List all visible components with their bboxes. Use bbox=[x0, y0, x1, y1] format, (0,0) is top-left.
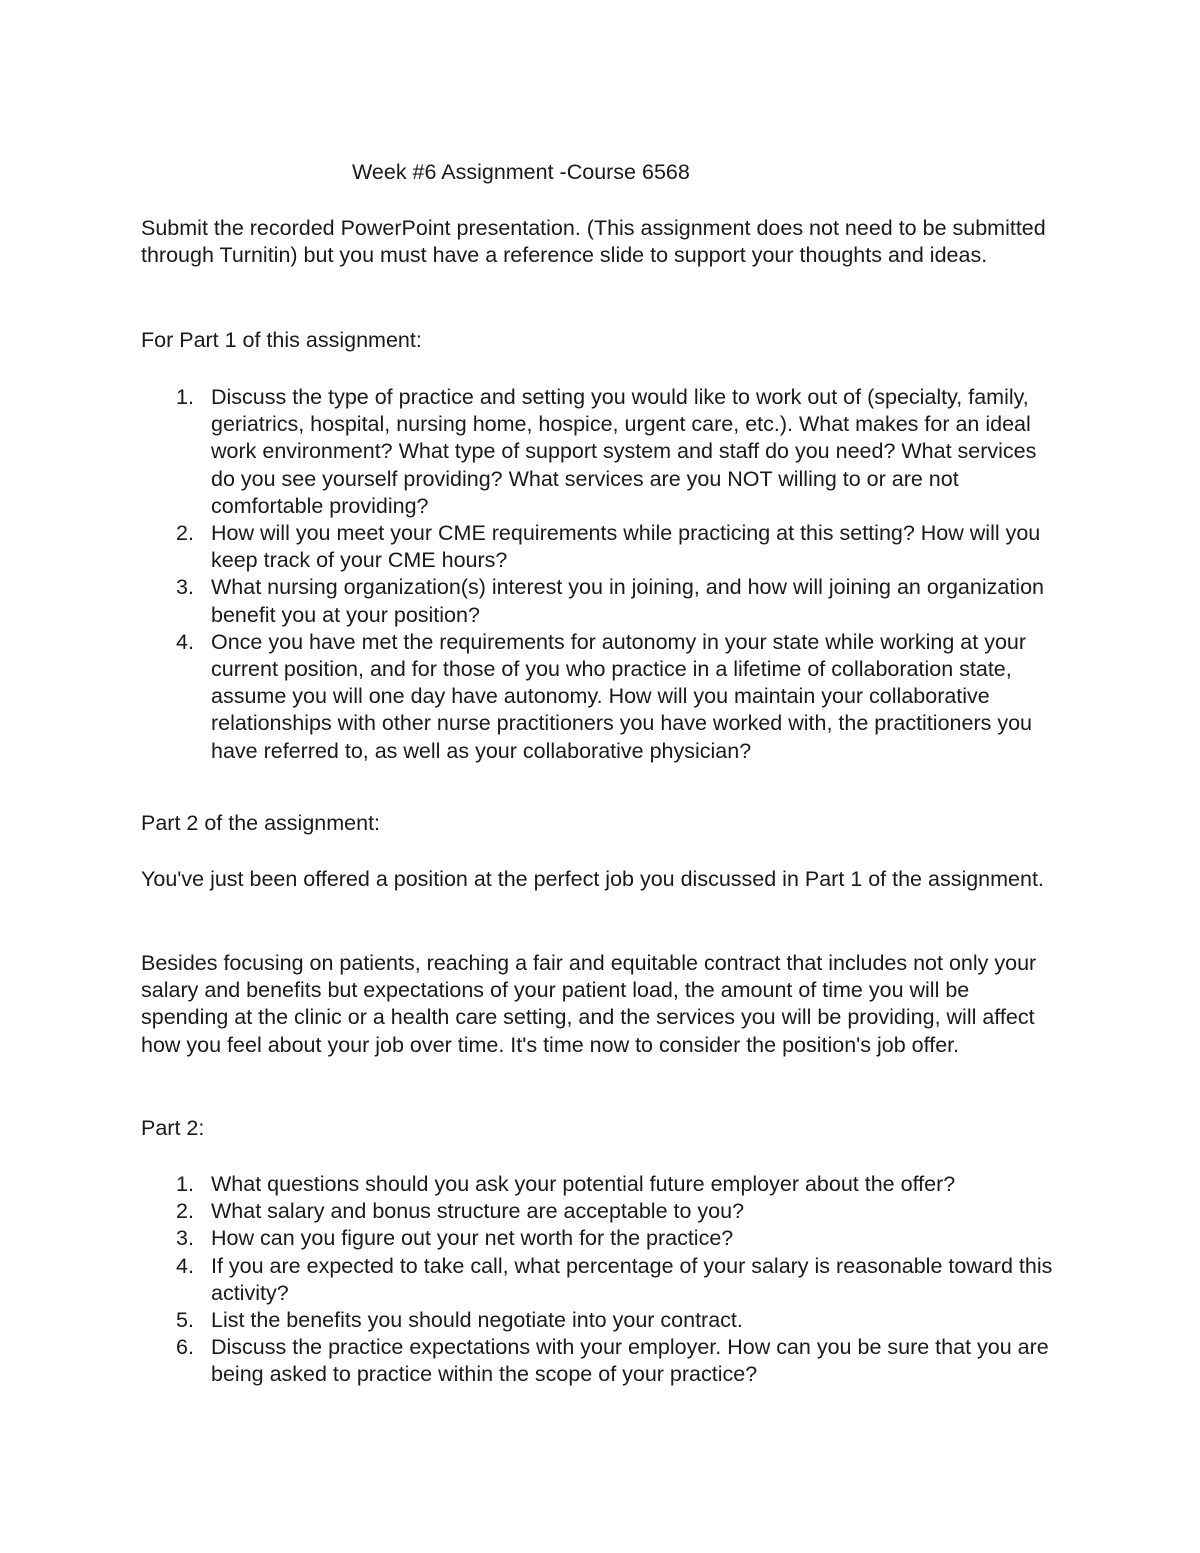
list-item-number: 4. bbox=[176, 629, 194, 654]
list-item-text: Discuss the type of practice and setting you would like to work out of (specialty, family, geriatrics, hospital, nursing home, hospice, urgent care, etc.). What makes for an ideal work environment? What type of support system and staff do you need? What services do you see yourself providing? What services are you NOT willing to or are not comfortable providing? bbox=[211, 385, 1037, 518]
list-item bbox=[141, 1334, 1061, 1388]
list-item bbox=[141, 1253, 1061, 1307]
list-item-number: 6. bbox=[176, 1335, 194, 1360]
list-item-text: Discuss the practice expectations with your employer. How can you be sure that you are being asked to practice within the scope of your practice? bbox=[211, 1335, 1049, 1387]
list-item-text: How will you meet your CME requirements while practicing at this setting? How will you keep track of your CME hours? bbox=[211, 521, 1041, 573]
list-item-text: What salary and bonus structure are acceptable to you? bbox=[211, 1199, 745, 1224]
list-item bbox=[141, 1307, 1061, 1334]
list-item-text: How can you figure out your net worth for the practice? bbox=[211, 1226, 734, 1251]
list-item-number: 2. bbox=[176, 1199, 194, 1224]
part2-questions-heading: Part 2: bbox=[141, 1116, 205, 1140]
list-item-number: 3. bbox=[176, 1226, 194, 1251]
list-item-number: 1. bbox=[176, 1172, 194, 1196]
list-item-text: If you are expected to take call, what percentage of your salary is reasonable toward this activity? bbox=[211, 1253, 1053, 1305]
list-item bbox=[141, 1198, 1061, 1225]
list-item bbox=[141, 629, 1061, 765]
list-item-number: 1. bbox=[176, 385, 194, 409]
document-title: Week #6 Assignment -Course 6568 bbox=[352, 160, 690, 184]
intro-paragraph: Submit the recorded PowerPoint presentation. (This assignment does not need to be submitted through Turnitin) but you must have a reference slide to support your thoughts and ideas. bbox=[141, 216, 1046, 268]
part2-list bbox=[141, 1171, 1061, 1389]
part1-heading: For Part 1 of this assignment: bbox=[141, 328, 422, 352]
list-item bbox=[141, 574, 1061, 628]
list-item-text: What nursing organization(s) interest you in joining, and how will joining an organization benefit you at your position? bbox=[211, 575, 1044, 627]
list-item-number: 5. bbox=[176, 1308, 194, 1333]
part2-heading: Part 2 of the assignment: bbox=[141, 811, 381, 835]
list-item bbox=[141, 1225, 1061, 1252]
list-item bbox=[141, 520, 1061, 574]
part1-list bbox=[141, 384, 1061, 765]
list-item-text: What questions should you ask your potential future employer about the offer? bbox=[211, 1172, 956, 1196]
part2-paragraph-contract: Besides focusing on patients, reaching a fair and equitable contract that includes not only your salary and benefits but expectations of your patient load, the amount of time you will be spending at the clinic or a health care setting, and the services you will be providing, will affect how you feel about your job over time. It's time now to consider the position's job offer. bbox=[141, 951, 1037, 1057]
list-item-number: 4. bbox=[176, 1253, 194, 1278]
list-item-number: 3. bbox=[176, 575, 194, 600]
list-item bbox=[141, 1171, 1061, 1198]
list-item-text: Once you have met the requirements for autonomy in your state while working at your current position, and for those of you who practice in a lifetime of collaboration state, assume you will one day have autonomy. How will you maintain your collaborative relationships with other nurse practitioners you have worked with, the practitioners you have referred to, as well as your collaborative physician? bbox=[211, 629, 1032, 763]
list-item bbox=[141, 384, 1061, 520]
part2-paragraph-offer: You've just been offered a position at the perfect job you discussed in Part 1 of the assignment. bbox=[141, 867, 1044, 891]
list-item-text: List the benefits you should negotiate into your contract. bbox=[211, 1308, 743, 1333]
list-item-number: 2. bbox=[176, 521, 194, 546]
